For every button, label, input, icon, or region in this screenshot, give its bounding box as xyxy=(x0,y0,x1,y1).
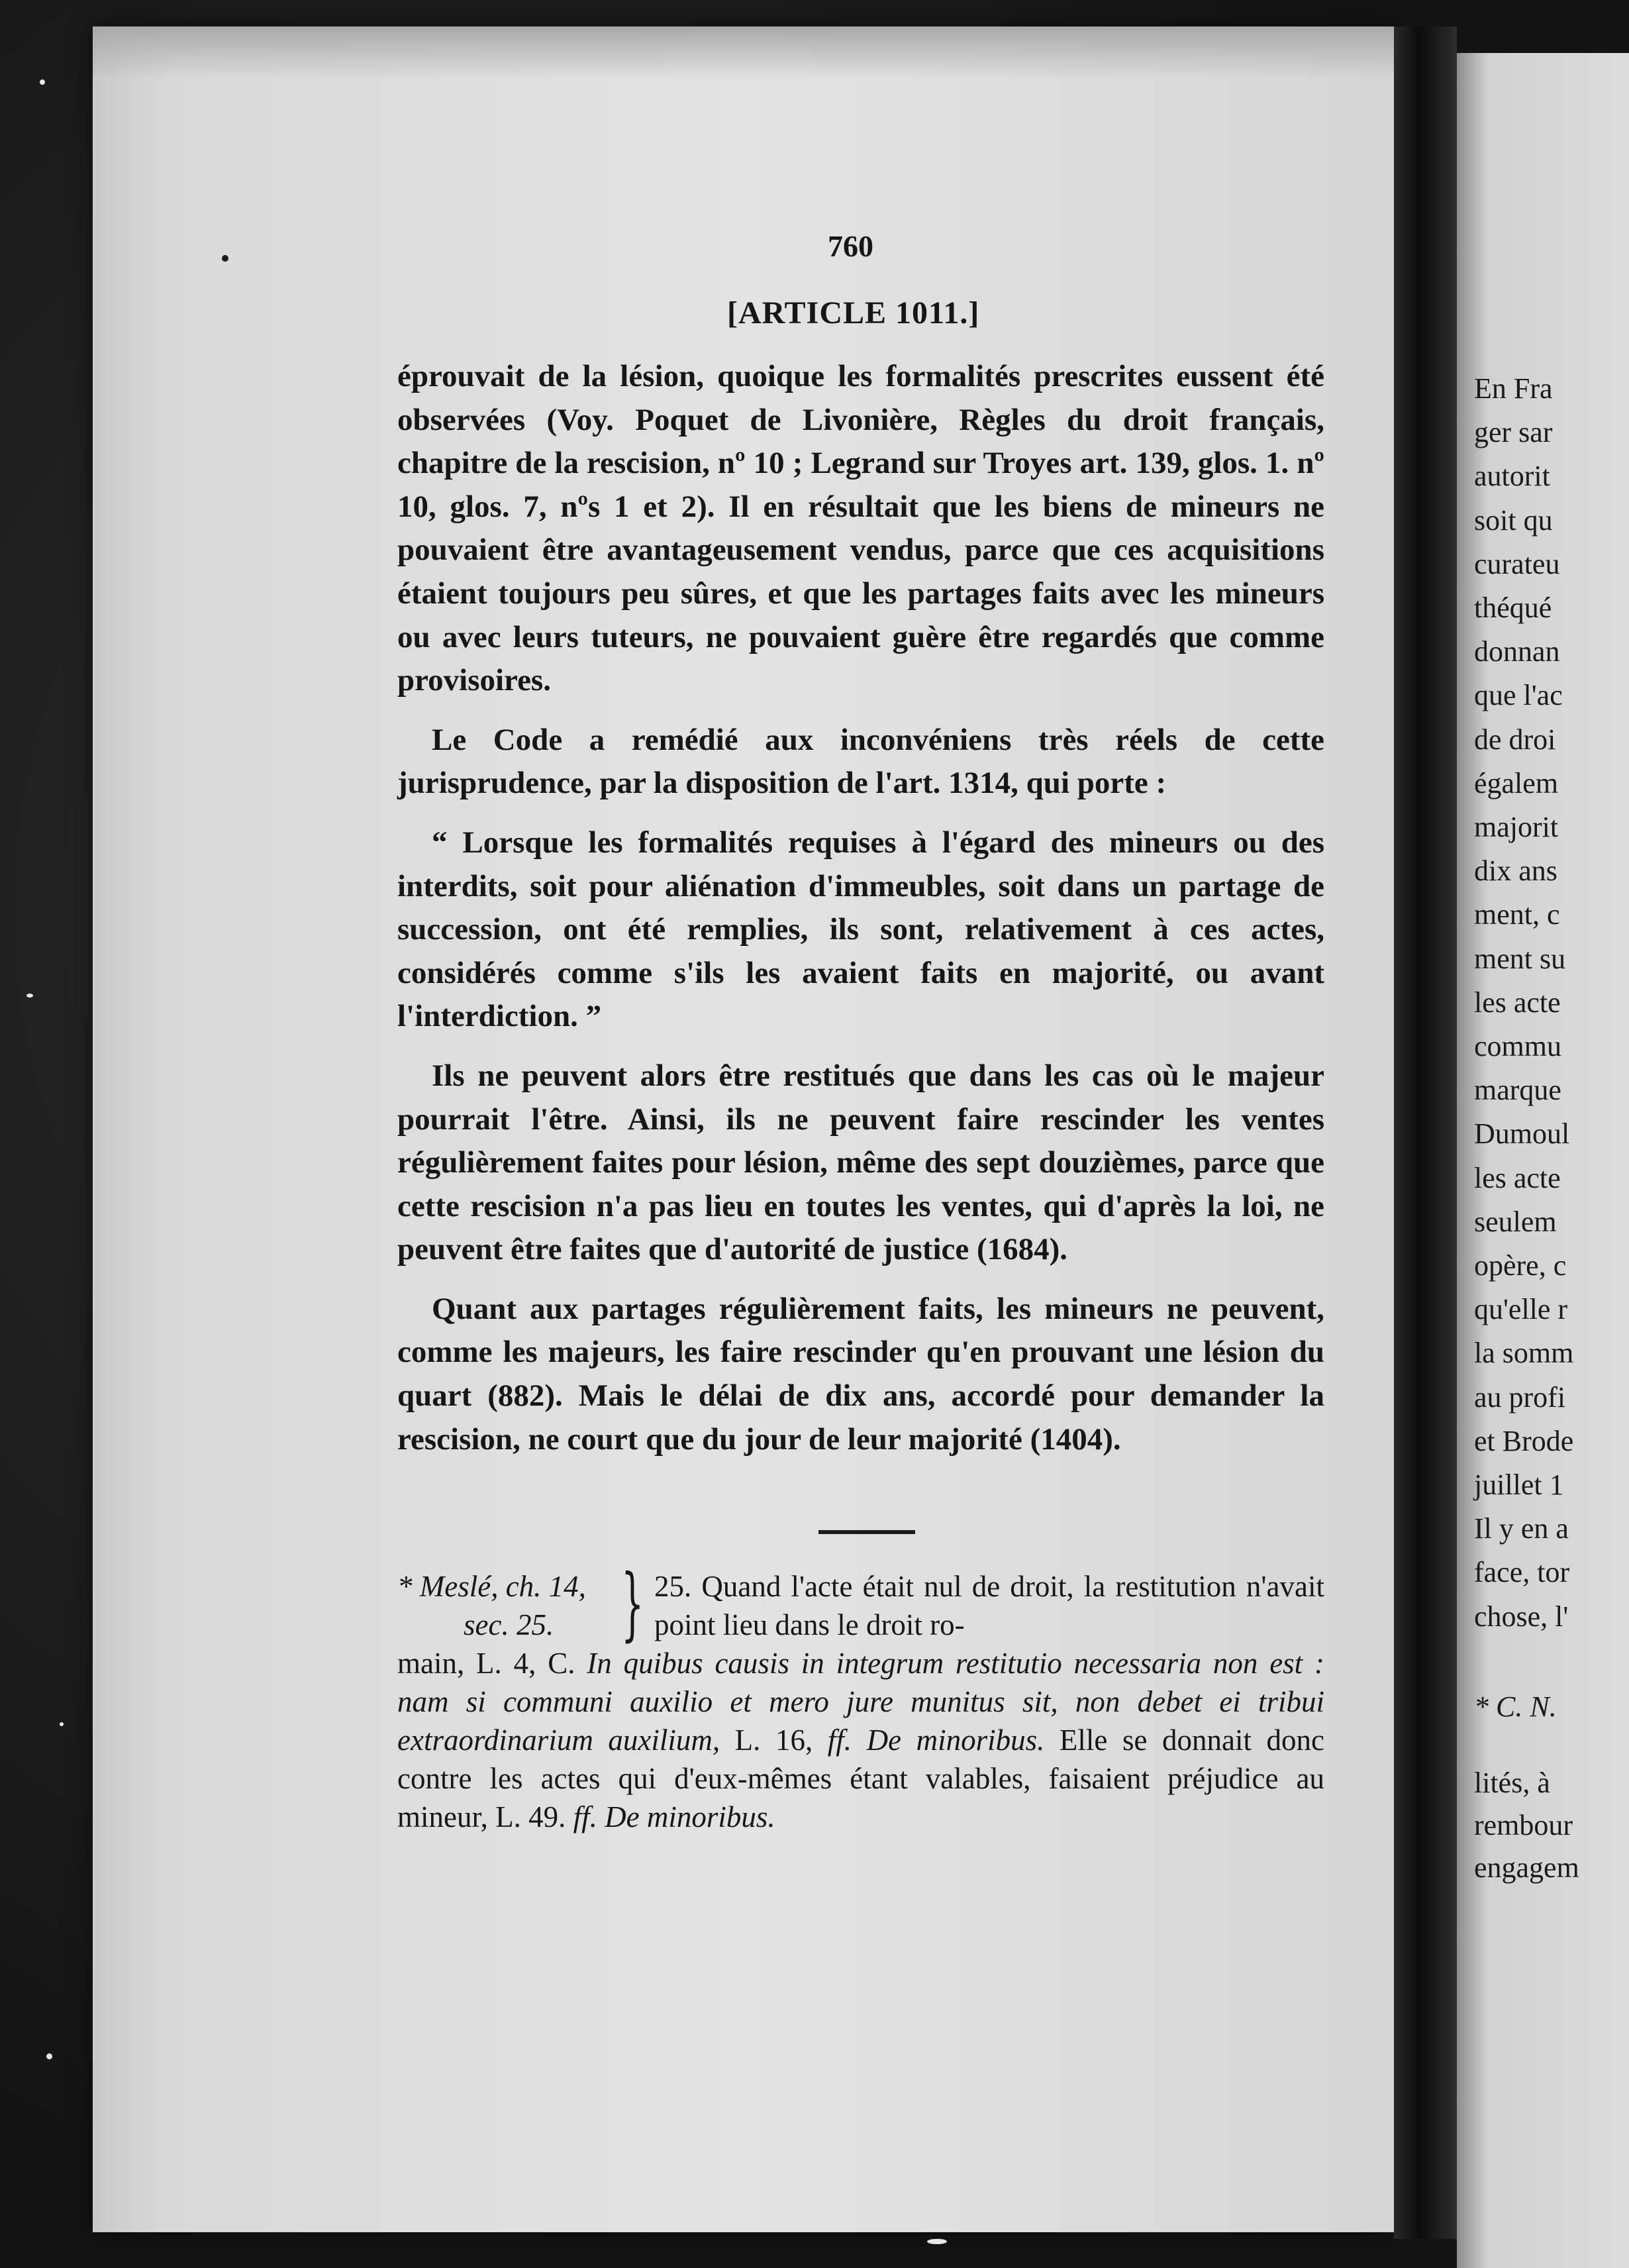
right-page-line: de droi xyxy=(1474,723,1556,756)
note-reference xyxy=(397,1567,586,1644)
main-text xyxy=(397,355,1324,1461)
right-page-line: marque xyxy=(1474,1074,1561,1107)
scan-speck xyxy=(927,2239,947,2244)
right-page-line: juillet 1 xyxy=(1474,1469,1564,1501)
right-page-line: seulem xyxy=(1474,1205,1557,1238)
note-text: L. 16, xyxy=(720,1724,828,1757)
running-head: [ARTICLE 1011.] xyxy=(727,295,980,331)
right-page-line: En Fra xyxy=(1474,372,1553,405)
note-citation: ff. De minoribus. xyxy=(573,1800,775,1833)
right-page-line: Dumoul xyxy=(1474,1117,1570,1151)
note-citation: ff. De minoribus. xyxy=(827,1724,1045,1757)
right-page-line: au profi xyxy=(1474,1380,1566,1414)
right-page-line: que l'ac xyxy=(1474,679,1563,712)
page-number: 760 xyxy=(828,229,873,263)
paragraph-3-quotation: “ Lorsque les formalités requises à l'égard des mineurs ou des interdits, soit pour aliénation d'immeubles, soit dans un partage de succession, ont été remplies, ils sont, relativement à ces actes, considérés comme s'ils les avaient faits en majorité, ou avant l'interdiction. ” xyxy=(397,825,1324,1034)
right-page-line: égalem xyxy=(1474,766,1559,799)
right-page-line: ger sar xyxy=(1474,416,1553,449)
right-page-note-ref: * C. N. xyxy=(1474,1690,1557,1723)
scan-speck xyxy=(46,2053,52,2059)
paragraph-2: Le Code a remédié aux inconvéniens très réels de cette jurisprudence, par la disposition de l'art. 1314, qui porte : xyxy=(397,722,1324,801)
paragraph-1: éprouvait de la lésion, quoique les formalités prescrites eussent été observées (Voy. Poquet de Livonière, Règles du droit français, chapitre de la rescision, nº 10 ; Legrand sur Troyes art. 139, glos. 1. nº 10, glos. 7, nºs 1 et 2). Il en résultait que les biens de mineurs ne pouvaient être avantageusement vendus, parce que ces acquisitions étaient toujours peu sûres, et que les partages faits avec les mineurs ou avec leurs tuteurs, ne pouvaient guère être regardés que comme provisoires. xyxy=(397,359,1324,698)
paragraph-4: Ils ne peuvent alors être restitués que dans les cas où le majeur pourrait l'être. Ainsi, ils ne peuvent faire rescinder les ventes régulièrement faites pour lésion, même des sept douzièmes, parce que cette rescision n'a pas lieu en toutes les ventes, qui d'après la loi, ne peuvent être faites que d'autorité de justice (1684). xyxy=(397,1058,1324,1267)
right-page-line: chose, l' xyxy=(1474,1600,1569,1633)
right-page-line: opère, c xyxy=(1474,1249,1567,1282)
note-text: main, L. 4, C. xyxy=(397,1647,587,1680)
right-page-line: théqué xyxy=(1474,592,1552,624)
note-first-lines: 25. Quand l'acte était nul de droit, la restitution n'avait point lieu dans le droit ro- xyxy=(654,1570,1324,1641)
right-page-line: majorit xyxy=(1474,811,1559,843)
right-page-line: ment su xyxy=(1474,942,1566,975)
scan-speck xyxy=(60,1722,64,1726)
right-page-line: qu'elle r xyxy=(1474,1293,1568,1326)
right-page-note-line: lités, à xyxy=(1474,1767,1550,1799)
scan-speck xyxy=(40,79,45,85)
footnote xyxy=(397,1558,1325,1836)
note-reference-line-1: * Meslé, ch. 14, xyxy=(397,1570,586,1603)
right-page-line: dix ans xyxy=(1474,854,1557,888)
right-page-line: face, tor xyxy=(1474,1556,1570,1589)
right-page-line: soit qu xyxy=(1474,503,1553,537)
right-page-line: autorit xyxy=(1474,460,1550,493)
scan-speck xyxy=(26,994,33,998)
section-rule xyxy=(818,1530,915,1534)
right-page-fragment xyxy=(1457,53,1629,2268)
right-page-line: et Brode xyxy=(1474,1424,1574,1457)
right-page-line: curateu xyxy=(1474,547,1560,580)
paragraph-5: Quant aux partages régulièrement faits, les mineurs ne peuvent, comme les majeurs, les faire rescinder qu'en prouvant une lésion du quart (882). Mais le délai de dix ans, accordé pour demander la rescision, ne court que du jour de leur majorité (1404). xyxy=(397,1291,1324,1457)
note-text: Elle se donnait donc contre les actes qui d'eux-mêmes étant valables, faisaient préjudice au mineur, L. 49. xyxy=(397,1724,1324,1833)
book-gutter xyxy=(1394,26,1457,2239)
right-page-line: commu xyxy=(1474,1030,1561,1062)
ink-dot xyxy=(222,255,228,262)
right-page-line: les acte xyxy=(1474,1161,1561,1194)
right-page-note-line: rembour xyxy=(1474,1809,1573,1841)
right-page-line: la somm xyxy=(1474,1337,1574,1370)
right-page-line: Il y en a xyxy=(1474,1512,1569,1545)
page-shadow xyxy=(93,26,1394,79)
note-reference-line-2: sec. 25. xyxy=(464,1608,554,1641)
brace-glyph: } xyxy=(621,1558,644,1650)
right-page-note-line: engagem xyxy=(1474,1851,1579,1884)
right-page-line: donnan xyxy=(1474,635,1560,668)
note-body xyxy=(397,1644,1324,1836)
note-latin-quote: In quibus causis in integrum restitutio necessaria non est : nam si communi auxilio et mero jure munitus sit, non debet ei tribui extraordinarium auxilium, xyxy=(397,1647,1325,1757)
right-page-line: les acte xyxy=(1474,986,1561,1019)
right-page-line: ment, c xyxy=(1474,898,1560,931)
